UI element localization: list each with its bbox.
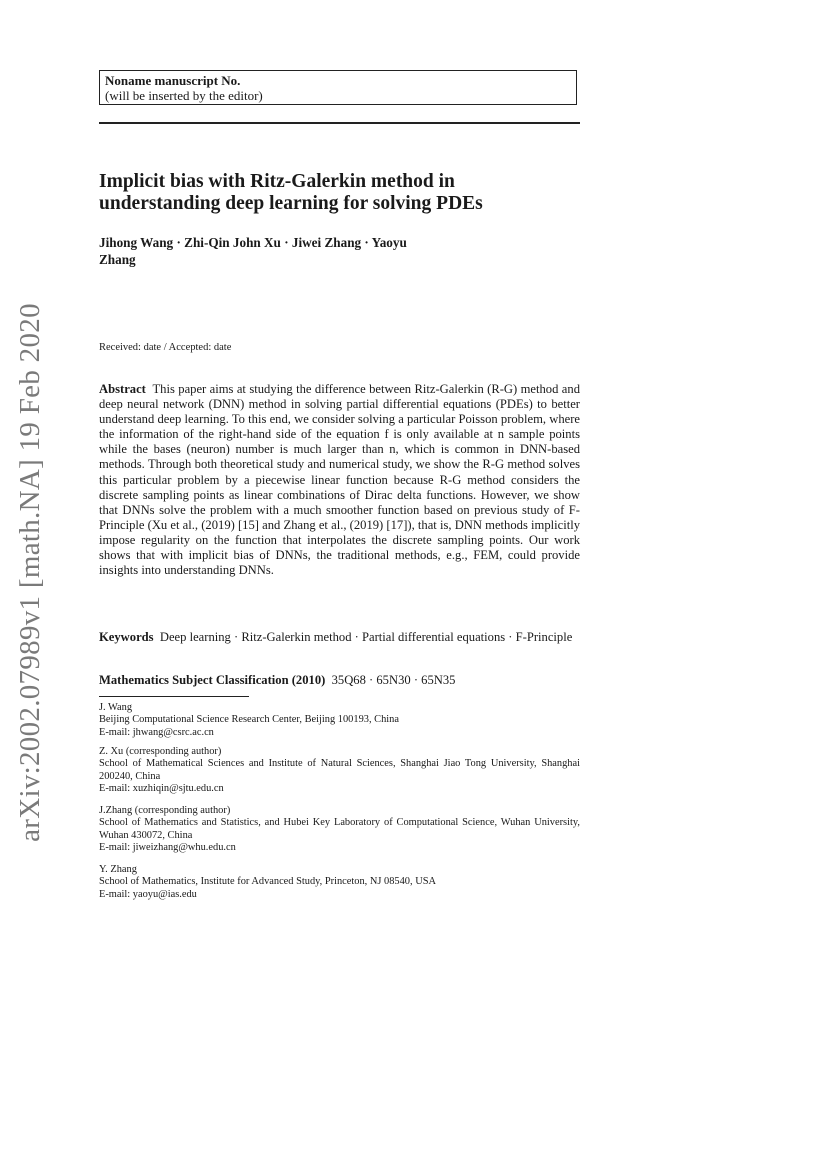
keywords-heading: Keywords	[99, 630, 154, 644]
affiliation-email: E-mail: yaoyu@ias.edu	[99, 888, 197, 900]
affiliation-name: J. Wang	[99, 702, 133, 713]
affiliation-email: E-mail: jhwang@csrc.ac.cn	[99, 726, 214, 738]
subject-classification	[99, 673, 580, 688]
manuscript-number-box	[99, 70, 577, 105]
affiliation-xu	[99, 746, 580, 795]
msc-heading: Mathematics Subject Classification (2010)	[99, 673, 326, 687]
arxiv-stamp	[4, 302, 56, 842]
affiliation-institution: Beijing Computational Science Research Center, Beijing 100193, China	[99, 714, 399, 726]
affiliation-name: J.Zhang (corresponding author)	[99, 805, 231, 816]
affiliation-email: E-mail: jiweizhang@whu.edu.cn	[99, 841, 236, 853]
affiliation-wang	[99, 702, 580, 739]
manuscript-label: Noname manuscript No.	[105, 73, 241, 88]
editor-note: (will be inserted by the editor)	[105, 88, 263, 103]
affiliation-zhang-jiwei	[99, 805, 580, 854]
affiliation-name: Y. Zhang	[99, 864, 137, 875]
keywords-body: Deep learning · Ritz-Galerkin method · Partial differential equations · F-Principle	[159, 630, 573, 644]
msc-codes: 35Q68 · 65N30 · 65N35	[331, 673, 456, 687]
affiliation-zhang-yaoyu	[99, 864, 580, 901]
paper-title: Implicit bias with Ritz-Galerkin method in understanding deep learning for solving PDEs	[99, 171, 483, 214]
affiliation-email: E-mail: xuzhiqin@sjtu.edu.cn	[99, 782, 224, 794]
header-rule	[99, 122, 580, 124]
footnote-rule	[99, 696, 249, 697]
affiliation-institution: School of Mathematical Sciences and Institute of Natural Sciences, Shanghai Jiao Tong University, Shanghai 200240, China	[99, 758, 580, 782]
affiliation-name: Z. Xu (corresponding author)	[99, 746, 222, 757]
abstract-heading: Abstract	[99, 382, 146, 396]
author-list: Jihong Wang · Zhi-Qin John Xu · Jiwei Zhang · Yaoyu Zhang	[99, 235, 407, 267]
abstract	[99, 382, 580, 578]
abstract-body: This paper aims at studying the difference between Ritz-Galerkin (R-G) method and deep neural network (DNN) method in solving partial differential equations (PDEs) to better understand deep learning. To this end, we consider solving a particular Poisson problem, where the information of the right-hand side of the equation f is only available at n sample points while the bases (neuron) number is much larger than n, which is common in DNN-based methods. Through both theoretical study and numerical study, we show the R-G method solves this particular problem by a piecewise linear function because R-G method considers the discrete sampling points as linear combinations of Dirac delta functions. However, we show that DNNs solve the problem with a much smoother function based on previous study of F-Principle (Xu et al., (2019) [15] and Zhang et al., (2019) [17]), that is, DNN methods implicitly impose regularity on the function that interpolates the discrete sampling points. Our work shows that with implicit bias of DNNs, the traditional methods, e.g., FEM, could provide insights into understanding DNNs.	[99, 382, 580, 578]
keywords	[99, 630, 580, 646]
arxiv-stamp-text: arXiv:2002.07989v1 [math.NA] 19 Feb 2020	[13, 302, 46, 842]
affiliation-institution: School of Mathematics, Institute for Advanced Study, Princeton, NJ 08540, USA	[99, 876, 436, 888]
affiliation-institution: School of Mathematics and Statistics, and Hubei Key Laboratory of Computational Science, Wuhan University, Wuhan 430072, China	[99, 817, 580, 841]
received-accepted-dates: Received: date / Accepted: date	[99, 342, 232, 353]
